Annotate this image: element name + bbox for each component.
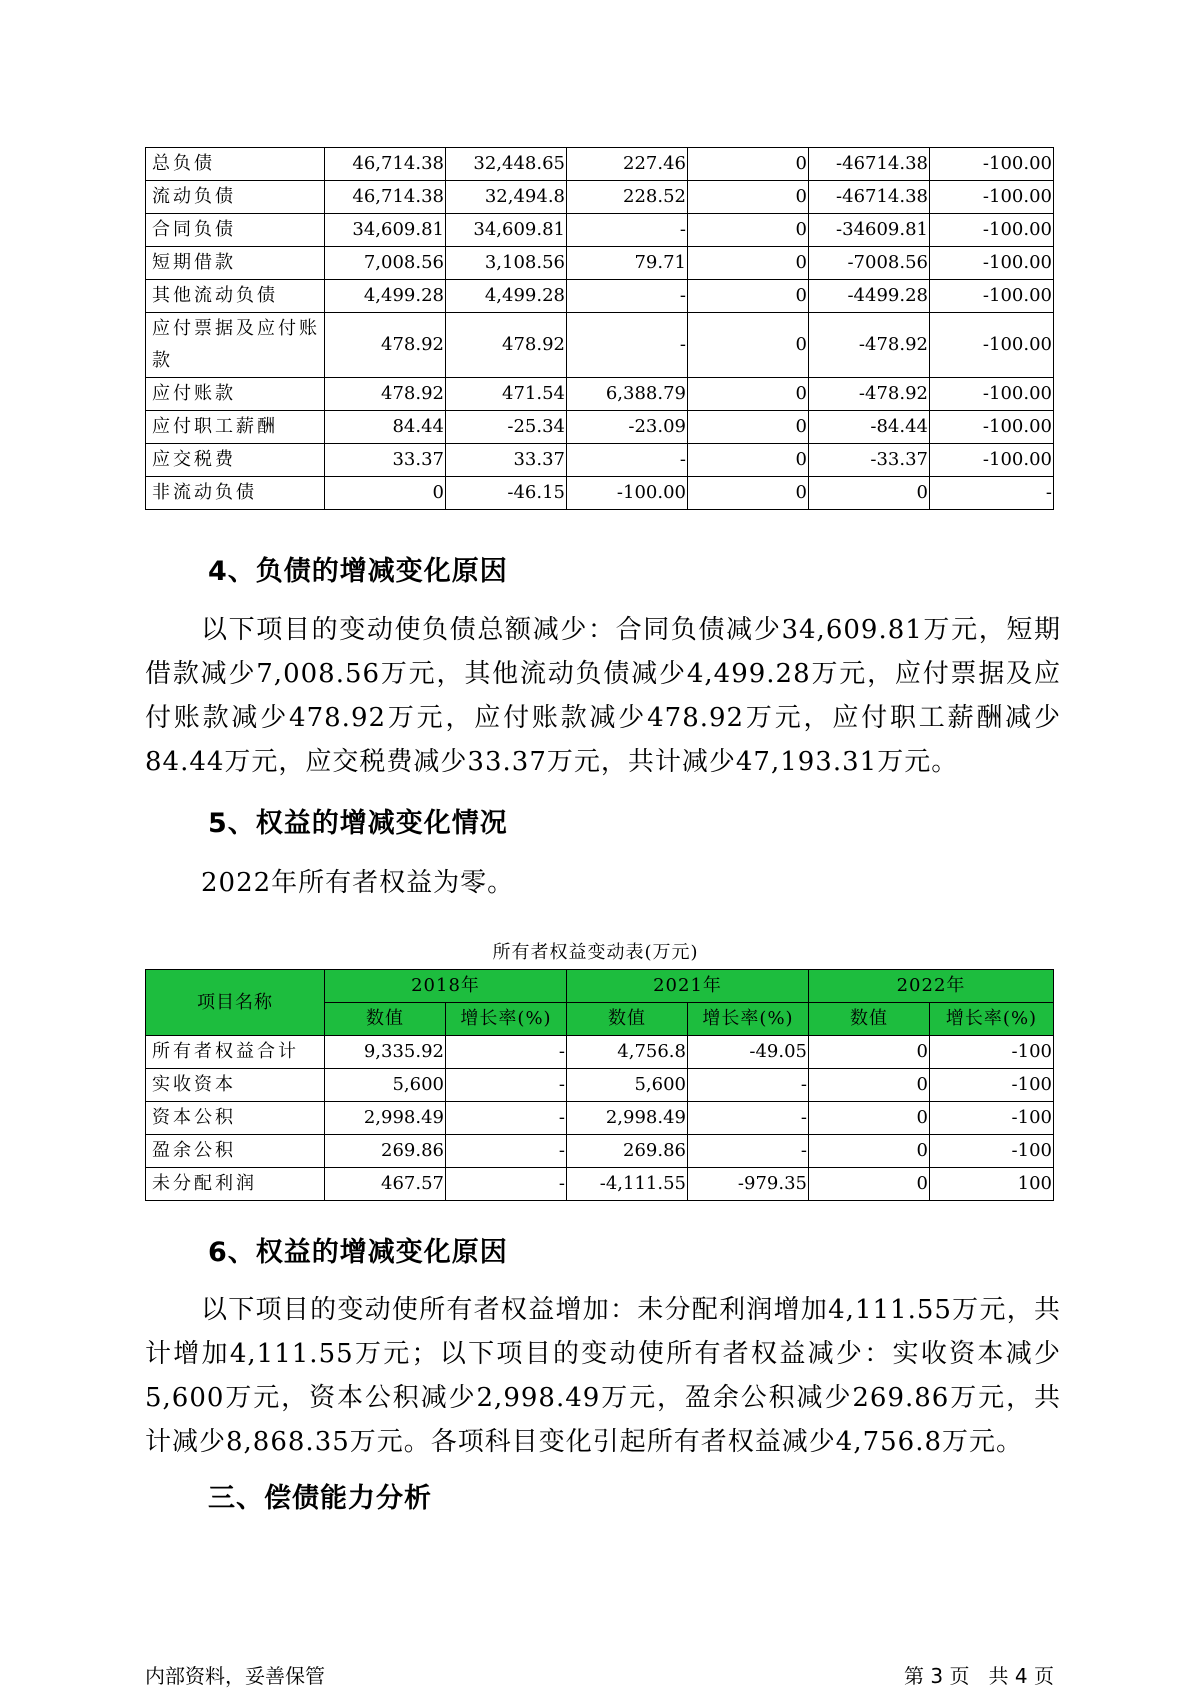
table-cell: 3,108.56 bbox=[446, 247, 567, 280]
table-cell: -478.92 bbox=[809, 313, 930, 378]
row-label: 实收资本 bbox=[146, 1069, 325, 1102]
row-label: 盈余公积 bbox=[146, 1135, 325, 1168]
table-cell: -100.00 bbox=[930, 378, 1054, 411]
table-cell: - bbox=[688, 1135, 809, 1168]
table-cell: -46714.38 bbox=[809, 148, 930, 181]
section-6-paragraph: 以下项目的变动使所有者权益增加：未分配利润增加4,111.55万元，共计增加4,111.55万元；以下项目的变动使所有者权益减少：实收资本减少5,600万元，资本公积减少2,998.49万元，盈余公积减少269.86万元，共计减少8,868.35万元。各项科目变化引起所有者权益减少4,756.8万元。 bbox=[145, 1295, 1061, 1457]
row-label: 所有者权益合计 bbox=[146, 1036, 325, 1069]
row-label: 应付职工薪酬 bbox=[146, 411, 325, 444]
row-label: 非流动负债 bbox=[146, 477, 325, 510]
table-row bbox=[146, 313, 1054, 378]
table-cell: -100.00 bbox=[930, 247, 1054, 280]
table-cell: - bbox=[567, 280, 688, 313]
table-cell: - bbox=[688, 1102, 809, 1135]
table-cell: 0 bbox=[688, 280, 809, 313]
row-label: 应交税费 bbox=[146, 444, 325, 477]
table-header-row bbox=[146, 970, 1054, 1003]
table-cell: 33.37 bbox=[446, 444, 567, 477]
table-cell: 32,494.8 bbox=[446, 181, 567, 214]
table-cell: -100 bbox=[930, 1069, 1054, 1102]
row-label: 合同负债 bbox=[146, 214, 325, 247]
table-cell: -4499.28 bbox=[809, 280, 930, 313]
table-cell: -100.00 bbox=[930, 411, 1054, 444]
table-cell: -4,111.55 bbox=[567, 1168, 688, 1201]
table-cell: 0 bbox=[688, 444, 809, 477]
table-cell: -84.44 bbox=[809, 411, 930, 444]
equity-table-caption: 所有者权益变动表(万元) bbox=[492, 942, 699, 963]
table-cell: 0 bbox=[688, 477, 809, 510]
table-cell: 5,600 bbox=[567, 1069, 688, 1102]
table-cell: 2,998.49 bbox=[325, 1102, 446, 1135]
table-cell: 5,600 bbox=[325, 1069, 446, 1102]
table-cell: 46,714.38 bbox=[325, 181, 446, 214]
table-cell: 0 bbox=[688, 247, 809, 280]
table-cell: 7,008.56 bbox=[325, 247, 446, 280]
table-cell: 0 bbox=[688, 411, 809, 444]
table-cell: 32,448.65 bbox=[446, 148, 567, 181]
table-cell: - bbox=[446, 1069, 567, 1102]
table-cell: -100.00 bbox=[930, 280, 1054, 313]
table-cell: 227.46 bbox=[567, 148, 688, 181]
table-cell: -23.09 bbox=[567, 411, 688, 444]
page-number: 第 3 页 共 4 页 bbox=[904, 1664, 1054, 1688]
table-cell: - bbox=[567, 444, 688, 477]
table-row bbox=[146, 181, 1054, 214]
table-cell: -100 bbox=[930, 1036, 1054, 1069]
table-cell: -100.00 bbox=[567, 477, 688, 510]
table-cell: - bbox=[930, 477, 1054, 510]
table-cell: 0 bbox=[809, 1168, 930, 1201]
column-header-value: 数值 bbox=[809, 1003, 930, 1036]
section-4-paragraph: 以下项目的变动使负债总额减少：合同负债减少34,609.81万元，短期借款减少7,008.56万元，其他流动负债减少4,499.28万元，应付票据及应付账款减少478.92万元，应付账款减少478.92万元，应付职工薪酬减少84.44万元，应交税费减少33.37万元，共计减少47,193.31万元。 bbox=[145, 615, 1061, 777]
table-cell: 84.44 bbox=[325, 411, 446, 444]
table-cell: - bbox=[688, 1069, 809, 1102]
table-cell: - bbox=[446, 1168, 567, 1201]
row-label: 流动负债 bbox=[146, 181, 325, 214]
table-cell: -100.00 bbox=[930, 181, 1054, 214]
table-cell: -100.00 bbox=[930, 444, 1054, 477]
row-label: 总负债 bbox=[146, 148, 325, 181]
section-5-heading: 5、权益的增减变化情况 bbox=[208, 808, 508, 839]
table-cell: 467.57 bbox=[325, 1168, 446, 1201]
table-cell: 0 bbox=[809, 477, 930, 510]
table-row bbox=[146, 444, 1054, 477]
table-row bbox=[146, 477, 1054, 510]
column-header-year: 2021年 bbox=[567, 970, 809, 1003]
table-cell: 0 bbox=[688, 181, 809, 214]
table-cell: -46.15 bbox=[446, 477, 567, 510]
table-cell: -7008.56 bbox=[809, 247, 930, 280]
table-cell: 4,499.28 bbox=[325, 280, 446, 313]
table-cell: 0 bbox=[809, 1036, 930, 1069]
table-cell: 9,335.92 bbox=[325, 1036, 446, 1069]
table-cell: 34,609.81 bbox=[446, 214, 567, 247]
table-cell: -478.92 bbox=[809, 378, 930, 411]
table-cell: -49.05 bbox=[688, 1036, 809, 1069]
table-cell: 4,756.8 bbox=[567, 1036, 688, 1069]
column-header-growth: 增长率(%) bbox=[930, 1003, 1054, 1036]
table-cell: -100.00 bbox=[930, 148, 1054, 181]
row-label: 短期借款 bbox=[146, 247, 325, 280]
table-cell: - bbox=[567, 214, 688, 247]
table-cell: 0 bbox=[809, 1102, 930, 1135]
section-6-heading: 6、权益的增减变化原因 bbox=[208, 1237, 508, 1268]
table-cell: 46,714.38 bbox=[325, 148, 446, 181]
table-cell: - bbox=[567, 313, 688, 378]
column-header-value: 数值 bbox=[567, 1003, 688, 1036]
table-cell: 4,499.28 bbox=[446, 280, 567, 313]
table-cell: - bbox=[446, 1102, 567, 1135]
table-cell: -100 bbox=[930, 1102, 1054, 1135]
table-cell: -25.34 bbox=[446, 411, 567, 444]
table-cell: -100 bbox=[930, 1135, 1054, 1168]
table-row bbox=[146, 1102, 1054, 1135]
footer-confidential-note: 内部资料，妥善保管 bbox=[145, 1664, 325, 1688]
table-cell: 0 bbox=[688, 313, 809, 378]
row-label: 未分配利润 bbox=[146, 1168, 325, 1201]
table-cell: -979.35 bbox=[688, 1168, 809, 1201]
column-header-growth: 增长率(%) bbox=[688, 1003, 809, 1036]
table-cell: 0 bbox=[325, 477, 446, 510]
column-header-growth: 增长率(%) bbox=[446, 1003, 567, 1036]
table-cell: 269.86 bbox=[567, 1135, 688, 1168]
column-header-name: 项目名称 bbox=[146, 970, 325, 1036]
row-label: 资本公积 bbox=[146, 1102, 325, 1135]
liability-table bbox=[145, 147, 1054, 510]
table-cell: 269.86 bbox=[325, 1135, 446, 1168]
table-cell: - bbox=[446, 1135, 567, 1168]
column-header-value: 数值 bbox=[325, 1003, 446, 1036]
table-cell: 228.52 bbox=[567, 181, 688, 214]
table-cell: -33.37 bbox=[809, 444, 930, 477]
row-label: 其他流动负债 bbox=[146, 280, 325, 313]
table-row bbox=[146, 247, 1054, 280]
row-label: 应付账款 bbox=[146, 378, 325, 411]
table-row bbox=[146, 1036, 1054, 1069]
table-cell: 0 bbox=[688, 214, 809, 247]
table-row bbox=[146, 1135, 1054, 1168]
table-cell: 471.54 bbox=[446, 378, 567, 411]
table-cell: -34609.81 bbox=[809, 214, 930, 247]
table-cell: -100.00 bbox=[930, 313, 1054, 378]
table-cell: 0 bbox=[688, 148, 809, 181]
table-cell: 478.92 bbox=[325, 313, 446, 378]
table-row bbox=[146, 280, 1054, 313]
table-cell: 0 bbox=[688, 378, 809, 411]
table-cell: 79.71 bbox=[567, 247, 688, 280]
table-cell: 33.37 bbox=[325, 444, 446, 477]
table-cell: 0 bbox=[809, 1135, 930, 1168]
table-cell: 2,998.49 bbox=[567, 1102, 688, 1135]
table-cell: 478.92 bbox=[325, 378, 446, 411]
table-cell: -46714.38 bbox=[809, 181, 930, 214]
table-row bbox=[146, 378, 1054, 411]
table-cell: 100 bbox=[930, 1168, 1054, 1201]
table-cell: - bbox=[446, 1036, 567, 1069]
section-5-paragraph: 2022年所有者权益为零。 bbox=[201, 868, 515, 898]
section-three-heading: 三、偿债能力分析 bbox=[208, 1483, 432, 1514]
table-cell: 34,609.81 bbox=[325, 214, 446, 247]
column-header-year: 2018年 bbox=[325, 970, 567, 1003]
table-cell: 478.92 bbox=[446, 313, 567, 378]
equity-table bbox=[145, 969, 1054, 1201]
section-4-heading: 4、负债的增减变化原因 bbox=[208, 556, 508, 587]
table-row bbox=[146, 214, 1054, 247]
table-cell: 0 bbox=[809, 1069, 930, 1102]
table-cell: -100.00 bbox=[930, 214, 1054, 247]
table-row bbox=[146, 411, 1054, 444]
row-label: 应付票据及应付账款 bbox=[146, 313, 325, 378]
table-cell: 6,388.79 bbox=[567, 378, 688, 411]
table-row bbox=[146, 148, 1054, 181]
table-row bbox=[146, 1069, 1054, 1102]
table-row bbox=[146, 1168, 1054, 1201]
column-header-year: 2022年 bbox=[809, 970, 1054, 1003]
